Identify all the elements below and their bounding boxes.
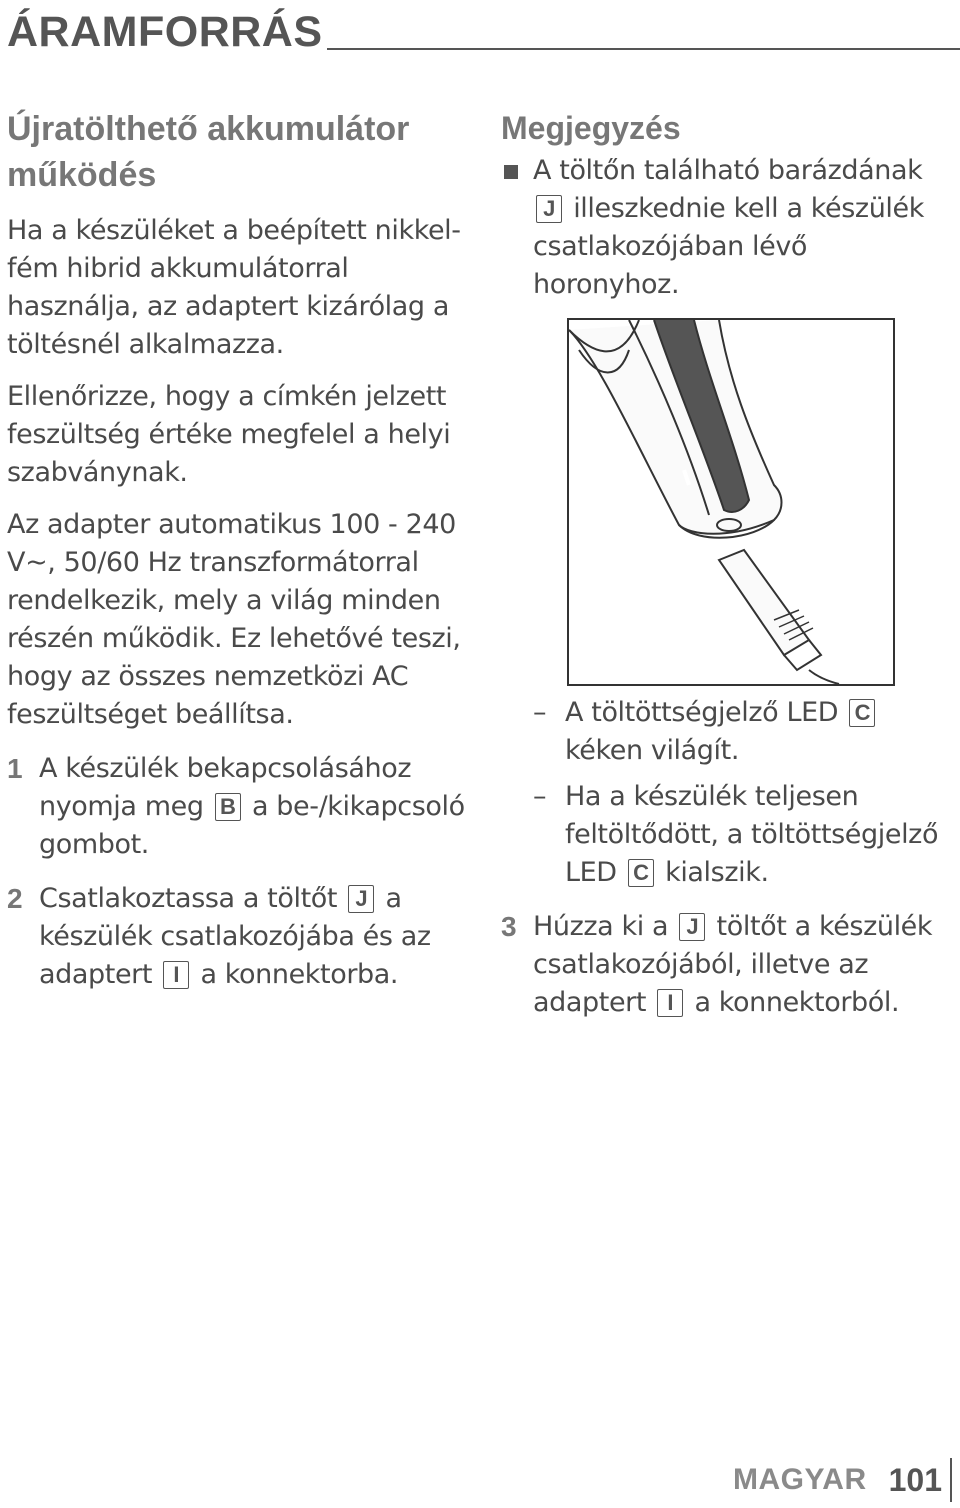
header-rule xyxy=(327,48,960,50)
reference-label: B xyxy=(215,793,241,821)
note-heading: Megjegyzés xyxy=(501,110,681,146)
note-item xyxy=(501,152,960,304)
left-column xyxy=(7,106,477,994)
note-text xyxy=(533,152,960,304)
square-bullet-icon xyxy=(501,152,533,190)
page-footer xyxy=(733,1452,952,1508)
list-text-part: kialszik. xyxy=(665,857,769,888)
list-item-text xyxy=(565,694,960,770)
dash-marker: – xyxy=(533,697,547,728)
list-text-part: Ha a készülék teljesen feltöltődött, a töltöttségjelző LED xyxy=(565,781,939,888)
step-text-part: A készülék bekapcsolásához nyomja meg xyxy=(39,753,412,822)
page-header xyxy=(7,4,960,56)
step-text-part: a készülék csatlakozójába és az adaptert xyxy=(39,883,431,990)
step-text-part: Húzza ki a xyxy=(533,911,669,942)
step-2 xyxy=(7,880,477,994)
reference-label: I xyxy=(163,961,189,989)
dash-marker: – xyxy=(533,781,547,812)
step-text-part: töltőt a készülék csatlakozójából, illetve az adaptert xyxy=(533,911,933,1018)
reference-label: C xyxy=(628,859,654,887)
section-heading: Újratölthető akkumulátor működés xyxy=(7,110,410,194)
step-text-part: a konnektorba. xyxy=(200,959,399,990)
step-text xyxy=(39,750,477,864)
paragraph-usage: Ha a készüléket a beépített nikkel-fém hibrid akkumulátorral használja, az adaptert kizárólag a töltésnél alkalmazza. xyxy=(7,215,461,360)
list-text-part: kéken világít. xyxy=(565,735,740,766)
reference-label: I xyxy=(657,989,683,1017)
list-text-part: A töltöttségjelző LED xyxy=(565,697,839,728)
reference-label: C xyxy=(849,699,875,727)
reference-label: J xyxy=(348,885,374,913)
step-number: 2 xyxy=(7,883,23,914)
step-text-part: a konnektorból. xyxy=(694,987,900,1018)
shaver-charger-drawing xyxy=(569,320,893,684)
list-item-text xyxy=(565,778,960,892)
step-text-part: a be-/kikapcsoló gombot. xyxy=(39,791,465,860)
step-number: 3 xyxy=(501,911,517,942)
note-text-part: illeszkednie kell a készülék csatlakozójában lévő horonyhoz. xyxy=(533,193,924,300)
right-column xyxy=(501,106,960,1022)
section-title: ÁRAMFORRÁS xyxy=(7,8,323,56)
page-number: 101 xyxy=(889,1458,952,1502)
step-text-part: Csatlakoztassa a töltőt xyxy=(39,883,338,914)
step-1 xyxy=(7,750,477,864)
charger-illustration xyxy=(567,318,895,686)
note-text-part: A töltőn található barázdának xyxy=(533,155,923,186)
paragraph-adapter: Az adapter automatikus 100 - 240 V~, 50/60 Hz transzformátorral rendelkezik, mely a világ minden részén működik. Ez lehetővé teszi, hogy az összes nemzetközi AC feszültséget beállítsa. xyxy=(7,509,461,730)
led-status-list xyxy=(501,694,960,892)
reference-label: J xyxy=(536,195,562,223)
step-text xyxy=(39,880,477,994)
step-text xyxy=(533,908,960,1022)
paragraph-voltage-check: Ellenőrizze, hogy a címkén jelzett feszültség értéke megfelel a helyi szabványnak. xyxy=(7,381,451,488)
footer-language: MAGYAR xyxy=(733,1463,867,1496)
list-item xyxy=(533,694,960,770)
step-number: 1 xyxy=(7,753,23,784)
reference-label: J xyxy=(679,913,705,941)
list-item xyxy=(533,778,960,892)
step-3 xyxy=(501,908,960,1022)
